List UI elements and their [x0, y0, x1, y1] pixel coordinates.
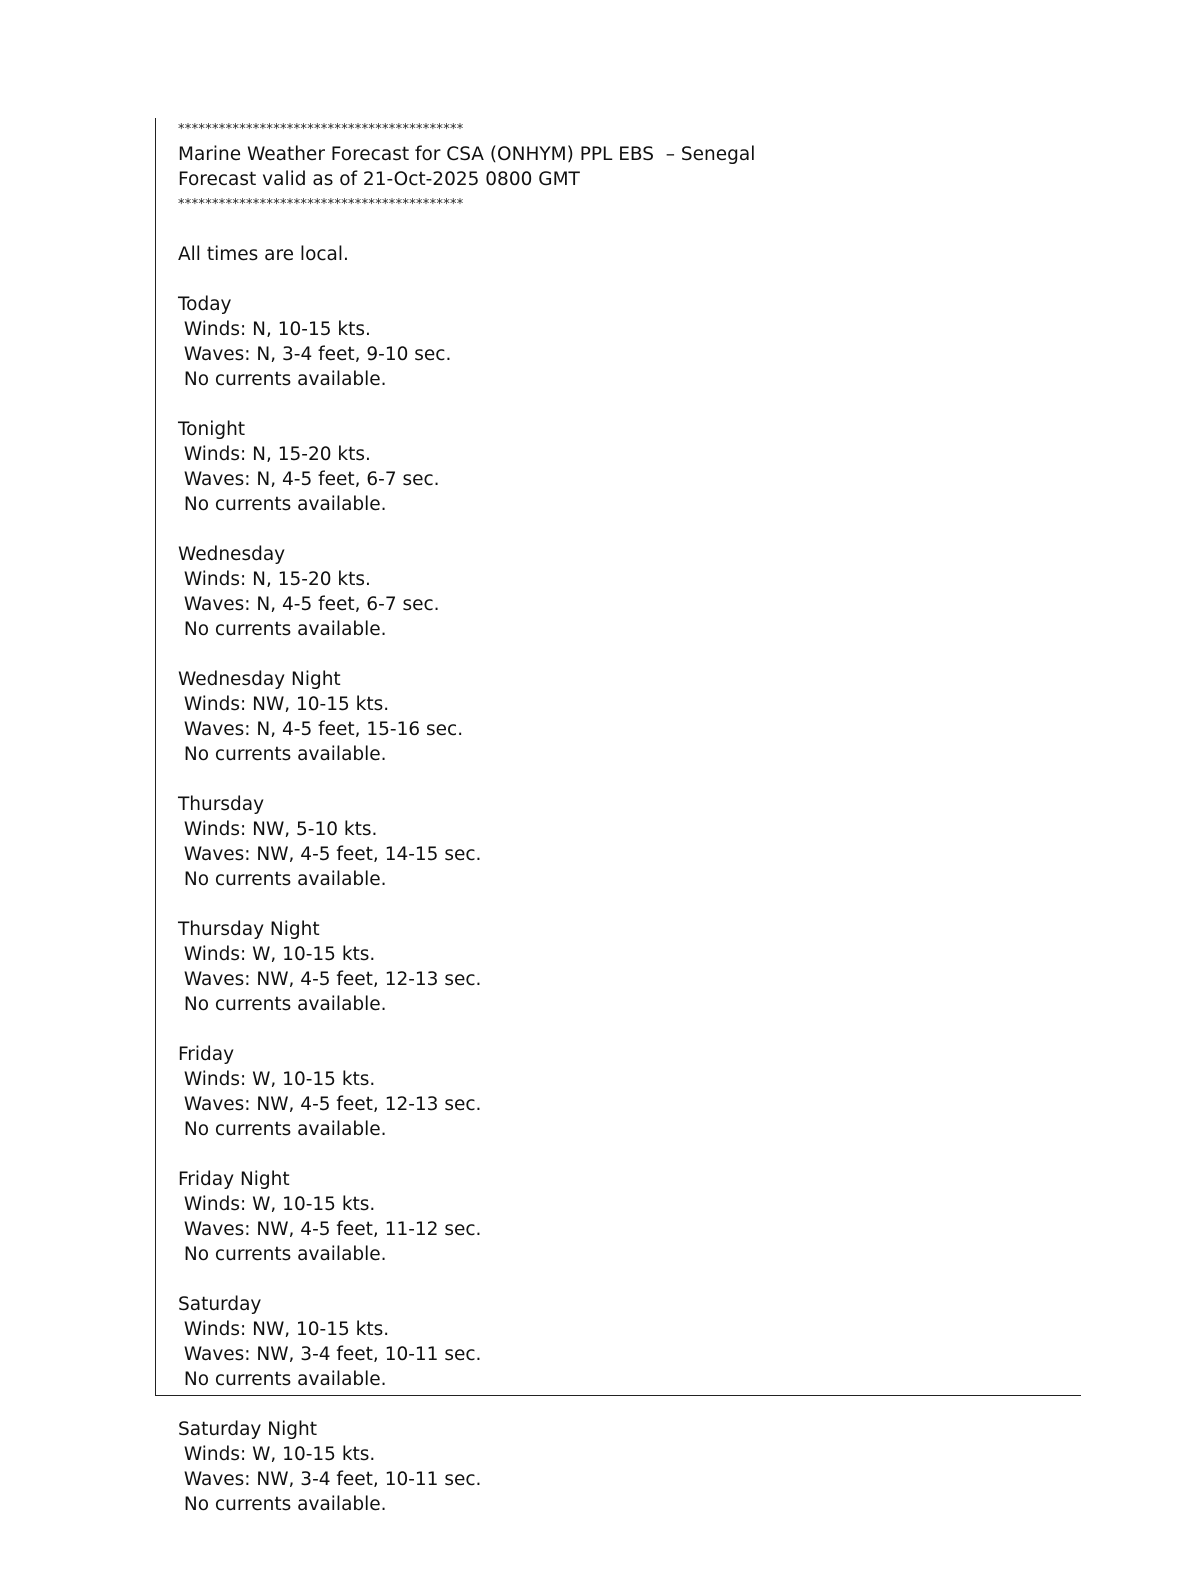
period-name: Thursday Night	[178, 919, 320, 940]
period-waves: Waves: NW, 4-5 feet, 11-12 sec.	[178, 1219, 482, 1240]
period-winds: Winds: N, 10-15 kts.	[178, 319, 371, 340]
header-stars-bottom: ******************************************	[178, 197, 464, 212]
forecast-document	[178, 117, 1058, 1517]
period-wednesday-night	[178, 667, 1058, 767]
forecast-title: Marine Weather Forecast for CSA (ONHYM) PPL EBS – Senegal	[178, 144, 756, 165]
period-name: Saturday	[178, 1294, 262, 1315]
period-currents: No currents available.	[178, 1119, 387, 1140]
period-currents: No currents available.	[178, 619, 387, 640]
period-waves: Waves: N, 4-5 feet, 15-16 sec.	[178, 719, 464, 740]
header-stars-top: ******************************************	[178, 122, 464, 137]
period-name: Tonight	[178, 419, 246, 440]
period-currents: No currents available.	[178, 994, 387, 1015]
period-winds: Winds: NW, 10-15 kts.	[178, 694, 390, 715]
period-wednesday	[178, 542, 1058, 642]
period-name: Today	[178, 294, 232, 315]
period-today	[178, 292, 1058, 392]
period-waves: Waves: NW, 3-4 feet, 10-11 sec.	[178, 1344, 482, 1365]
period-waves: Waves: NW, 4-5 feet, 12-13 sec.	[178, 969, 482, 990]
period-winds: Winds: NW, 10-15 kts.	[178, 1319, 390, 1340]
period-name: Thursday	[178, 794, 265, 815]
period-waves: Waves: NW, 3-4 feet, 10-11 sec.	[178, 1469, 482, 1490]
period-waves: Waves: NW, 4-5 feet, 12-13 sec.	[178, 1094, 482, 1115]
period-name: Wednesday Night	[178, 669, 341, 690]
period-name: Saturday Night	[178, 1419, 317, 1440]
period-saturday-night	[178, 1417, 1058, 1517]
period-currents: No currents available.	[178, 744, 387, 765]
period-saturday	[178, 1292, 1058, 1392]
period-winds: Winds: W, 10-15 kts.	[178, 1444, 376, 1465]
period-winds: Winds: NW, 5-10 kts.	[178, 819, 378, 840]
times-note: All times are local.	[178, 244, 349, 265]
period-waves: Waves: N, 4-5 feet, 6-7 sec.	[178, 469, 440, 490]
period-winds: Winds: W, 10-15 kts.	[178, 944, 376, 965]
period-name: Friday Night	[178, 1169, 290, 1190]
period-winds: Winds: W, 10-15 kts.	[178, 1194, 376, 1215]
period-tonight	[178, 417, 1058, 517]
period-winds: Winds: W, 10-15 kts.	[178, 1069, 376, 1090]
forecast-valid-time: Forecast valid as of 21-Oct-2025 0800 GMT	[178, 169, 580, 190]
period-waves: Waves: NW, 4-5 feet, 14-15 sec.	[178, 844, 482, 865]
period-currents: No currents available.	[178, 1244, 387, 1265]
period-winds: Winds: N, 15-20 kts.	[178, 444, 371, 465]
period-currents: No currents available.	[178, 1369, 387, 1390]
period-thursday	[178, 792, 1058, 892]
period-friday-night	[178, 1167, 1058, 1267]
period-friday	[178, 1042, 1058, 1142]
period-winds: Winds: N, 15-20 kts.	[178, 569, 371, 590]
period-name: Wednesday	[178, 544, 286, 565]
period-currents: No currents available.	[178, 1494, 387, 1515]
period-waves: Waves: N, 4-5 feet, 6-7 sec.	[178, 594, 440, 615]
period-currents: No currents available.	[178, 369, 387, 390]
period-thursday-night	[178, 917, 1058, 1017]
period-currents: No currents available.	[178, 494, 387, 515]
period-name: Friday	[178, 1044, 235, 1065]
period-waves: Waves: N, 3-4 feet, 9-10 sec.	[178, 344, 452, 365]
left-border-rule	[155, 118, 156, 1395]
period-currents: No currents available.	[178, 869, 387, 890]
